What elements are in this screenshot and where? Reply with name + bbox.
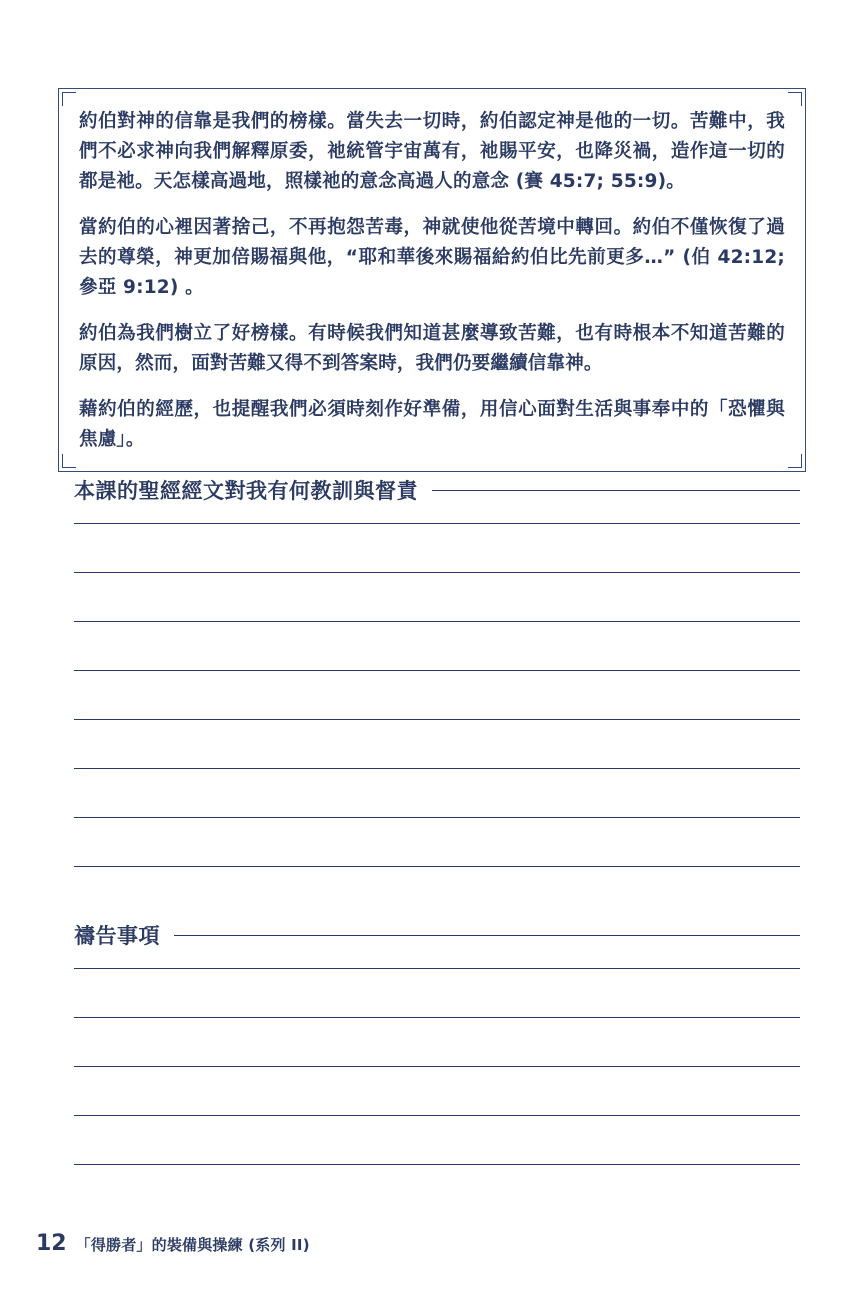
quote-paragraph: 當約伯的心裡因著捨己，不再抱怨苦毒，神就使他從苦境中轉回。約伯不僅恢復了過去的尊榮，神更加倍賜福與他，“耶和華後來賜福給約伯比先前更多…” (伯 42:12; 參亞 9:12) 。 — [79, 216, 785, 298]
page-number: 12 — [36, 1231, 67, 1256]
section-reflection — [74, 475, 800, 867]
section-title: 禱告事項 — [74, 924, 160, 948]
writing-line[interactable] — [74, 968, 800, 969]
writing-lines-reflection — [74, 523, 800, 867]
heading-rule — [432, 490, 800, 491]
section-heading — [74, 920, 800, 950]
writing-line[interactable] — [74, 768, 800, 769]
writing-line[interactable] — [74, 1066, 800, 1067]
quote-box — [58, 88, 806, 472]
page-footer — [36, 1231, 310, 1256]
section-title: 本課的聖經經文對我有何教訓與督責 — [74, 479, 418, 503]
box-corner-top-left-icon — [62, 92, 76, 106]
writing-line[interactable] — [74, 621, 800, 622]
writing-line[interactable] — [74, 1164, 800, 1165]
heading-rule — [174, 935, 800, 936]
quote-paragraph: 約伯為我們樹立了好榜樣。有時候我們知道甚麼導致苦難，也有時根本不知道苦難的原因，然而，面對苦難又得不到答案時，我們仍要繼續信靠神。 — [79, 322, 785, 374]
writing-line[interactable] — [74, 670, 800, 671]
box-corner-bottom-left-icon — [62, 454, 76, 468]
writing-line[interactable] — [74, 523, 800, 524]
section-heading — [74, 475, 800, 505]
writing-line[interactable] — [74, 719, 800, 720]
quote-paragraph: 約伯對神的信靠是我們的榜樣。當失去一切時，約伯認定神是他的一切。苦難中，我們不必求神向我們解釋原委，祂統管宇宙萬有，祂賜平安，也降災禍，造作這一切的都是祂。天怎樣高過地，照樣祂的意念高過人的意念 (賽 45:7; 55:9)。 — [79, 111, 785, 192]
writing-line[interactable] — [74, 1017, 800, 1018]
quote-paragraph: 藉約伯的經歷，也提醒我們必須時刻作好準備，用信心面對生活與事奉中的「恐懼與焦慮」。 — [79, 398, 785, 450]
writing-line[interactable] — [74, 572, 800, 573]
box-corner-top-right-icon — [788, 92, 802, 106]
writing-line[interactable] — [74, 817, 800, 818]
writing-lines-prayer — [74, 968, 800, 1165]
writing-line[interactable] — [74, 1115, 800, 1116]
section-prayer — [74, 920, 800, 1165]
writing-line[interactable] — [74, 866, 800, 867]
footer-title: 「得勝者」的裝備與操練 (系列 II) — [75, 1236, 310, 1254]
box-corner-bottom-right-icon — [788, 454, 802, 468]
